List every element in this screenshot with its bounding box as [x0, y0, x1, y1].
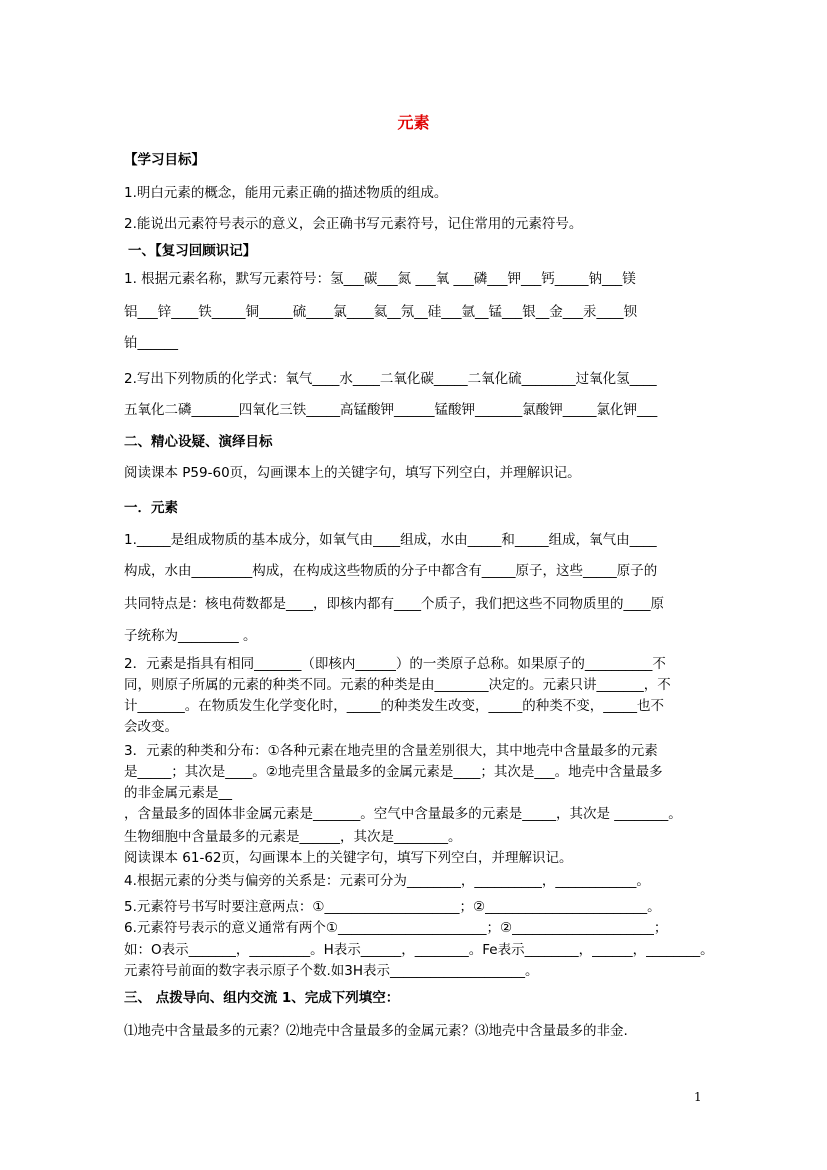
exercise-line: 是_____；其次是____。②地壳里含量最多的金属元素是____；其次是___。地壳中含量最多: [124, 764, 663, 780]
exercise-line: 的非金属元素是__: [124, 785, 232, 801]
exercise-line: 铂______: [124, 335, 178, 351]
section-heading-guidance: 三、 点拨导向、组内交流 1、完成下列填空：: [124, 990, 400, 1006]
exercise-line: 元素符号前面的数字表示原子个数.如3H表示____________________。: [124, 963, 539, 979]
objective-line: 1.明白元素的概念，能用元素正确的描述物质的组成。: [124, 185, 448, 201]
exercise-line: 共同特点是：核电荷数都是____，即核内都有____个质子，我们把这些不同物质里的____原: [124, 596, 664, 612]
instruction-line: 阅读课本 61-62页，勾画课本上的关键字句，填写下列空白，并理解识记。: [124, 850, 573, 866]
exercise-line: 会改变。: [124, 719, 178, 735]
exercise-line: 计_______。在物质发生化学变化时，_____的种类发生改变，_____的种类不变，_____也不: [124, 698, 664, 714]
exercise-line: 2.写出下列物质的化学式：氧气____水____二氧化碳_____二氧化硫________过氧化氢____: [124, 371, 657, 387]
exercise-line: 3．元素的种类和分布：①各种元素在地壳里的含量差别很大，其中地壳中含量最多的元素: [124, 743, 658, 759]
exercise-line: 子统称为_________ 。: [124, 628, 257, 644]
section-heading-explore: 二、精心设疑、演绎目标: [124, 434, 273, 450]
exercise-line: 2．元素是指具有相同_______（即核内______）的一类原子总称。如果原子的__________不: [124, 656, 666, 672]
subsection-heading-elements: 一．元素: [124, 500, 178, 516]
exercise-line: 6.元素符号表示的意义通常有两个①______________________；②_____________________；: [124, 920, 668, 936]
exercise-line: ，含量最多的固体非金属元素是_______。空气中含量最多的元素是_____，其次是 ________。: [124, 806, 682, 822]
page-number: 1: [694, 1090, 702, 1104]
exercise-line: 铝___锌____铁_____铜_____硫____氯____氦__氖__硅___氩__锰___银__金___汞____钡: [124, 304, 637, 320]
exercise-line: 1. 根据元素名称，默写元素符号：氢___碳___氮 ___氧 ___磷___钾___钙_____钠___镁: [124, 271, 636, 287]
exercise-line: 5.元素符号书写时要注意两点：①____________________；②________________________。: [124, 899, 661, 915]
exercise-line: 构成，水由_________构成，在构成这些物质的分子中都含有_____原子，这些_____原子的: [124, 563, 658, 579]
instruction-line: 阅读课本 P59-60页，勾画课本上的关键字句，填写下列空白，并理解识记。: [124, 465, 581, 481]
objective-line: 2.能说出元素符号表示的意义，会正确书写元素符号，记住常用的元素符号。: [124, 216, 583, 232]
exercise-line: 同，则原子所属的元素的种类不同。元素的种类是由________决定的。元素只讲_______，不: [124, 677, 671, 693]
exercise-line: 如：O表示_______，_________。H表示______，________。Fe表示________，______，________。: [124, 942, 714, 958]
exercise-line: ⑴地壳中含量最多的元素？⑵地壳中含量最多的金属元素？⑶地壳中含量最多的非金.: [124, 1023, 628, 1039]
section-heading-review: 一、【复习回顾识记】: [128, 243, 257, 259]
exercise-line: 生物细胞中含量最多的元素是______，其次是________。: [124, 829, 462, 845]
exercise-line: 1._____是组成物质的基本成分，如氧气由____组成，水由_____和_____组成，氧气由____: [124, 532, 657, 548]
exercise-line: 五氧化二磷_______四氧化三铁_____高锰酸钾______锰酸钾_______氯酸钾_____氯化钾___: [124, 402, 658, 418]
exercise-line: 4.根据元素的分类与偏旁的关系是：元素可分为________，__________，____________。: [124, 873, 650, 889]
page-title: 元素: [397, 113, 430, 132]
section-heading-objectives: 【学习目标】: [124, 152, 205, 168]
